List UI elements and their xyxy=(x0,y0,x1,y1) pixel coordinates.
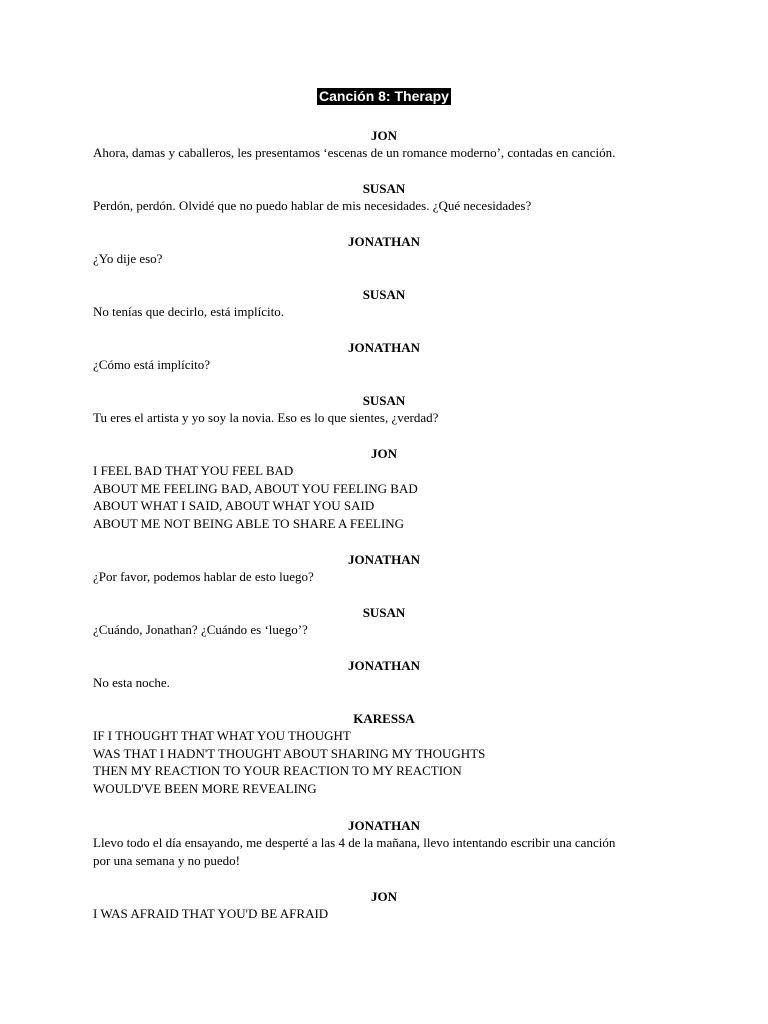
speaker-name: JONATHAN xyxy=(348,818,420,833)
dialogue-block xyxy=(93,339,693,374)
dialogue-line: WAS THAT I HADN'T THOUGHT ABOUT SHARING MY THOUGHTS xyxy=(93,745,486,761)
dialogue-block xyxy=(93,180,693,215)
dialogue-line: ¿Cómo está implícito? xyxy=(93,357,210,372)
dialogue-line: ABOUT WHAT I SAID, ABOUT WHAT YOU SAID xyxy=(93,498,375,514)
dialogue-line: I WAS AFRAID THAT YOU'D BE AFRAID xyxy=(93,906,329,921)
speaker-name: JONATHAN xyxy=(348,340,420,355)
speaker-name: KARESSA xyxy=(353,711,415,726)
dialogue-line: I FEEL BAD THAT YOU FEEL BAD xyxy=(93,463,294,478)
dialogue-line: ABOUT ME FEELING BAD, ABOUT YOU FEELING BAD xyxy=(93,480,418,496)
dialogue-line: ¿Cuándo, Jonathan? ¿Cuándo es ‘luego’? xyxy=(93,622,308,637)
speaker-name: JON xyxy=(371,889,397,904)
dialogue-block xyxy=(93,392,693,427)
dialogue-block xyxy=(93,817,693,869)
dialogue-line: No tenías que decirlo, está implícito. xyxy=(93,304,284,319)
dialogue-block xyxy=(93,888,693,923)
dialogue-block xyxy=(93,604,693,639)
speaker-name: JONATHAN xyxy=(348,234,420,249)
speaker-name: JONATHAN xyxy=(348,658,420,673)
speaker-name: SUSAN xyxy=(362,393,406,408)
dialogue-line: ¿Por favor, podemos hablar de esto luego? xyxy=(93,569,314,584)
speaker-name: JONATHAN xyxy=(348,552,420,567)
dialogue-block xyxy=(93,551,693,586)
dialogue-line: WOULD'VE BEEN MORE REVEALING xyxy=(93,780,317,796)
dialogue-block xyxy=(93,710,693,797)
speaker-name: JON xyxy=(371,446,397,461)
dialogue-block xyxy=(93,286,693,321)
dialogue-block xyxy=(93,445,693,532)
dialogue-block xyxy=(93,127,693,162)
dialogue-line: Tu eres el artista y yo soy la novia. Eso es lo que sientes, ¿verdad? xyxy=(93,410,439,425)
dialogue-line: Ahora, damas y caballeros, les presentamos ‘escenas de un romance moderno’, contadas en canción. xyxy=(93,145,616,160)
dialogue-line: ABOUT ME NOT BEING ABLE TO SHARE A FEELING xyxy=(93,515,405,531)
speaker-name: SUSAN xyxy=(362,287,406,302)
dialogue-block xyxy=(93,233,693,268)
dialogue-line: Perdón, perdón. Olvidé que no puedo hablar de mis necesidades. ¿Qué necesidades? xyxy=(93,198,532,213)
dialogue-line: IF I THOUGHT THAT WHAT YOU THOUGHT xyxy=(93,728,351,743)
speaker-name: SUSAN xyxy=(362,605,406,620)
dialogue-block xyxy=(93,657,693,692)
dialogue-line: Llevo todo el día ensayando, me desperté a las 4 de la mañana, llevo intentando escribir una canción xyxy=(93,835,616,850)
speaker-name: JON xyxy=(371,128,397,143)
song-title: Canción 8: Therapy xyxy=(319,88,449,104)
dialogue-line: No esta noche. xyxy=(93,675,170,690)
title-wrapper xyxy=(0,88,768,106)
dialogue-line: ¿Yo dije eso? xyxy=(93,251,163,266)
dialogue-line: por una semana y no puedo! xyxy=(93,852,240,868)
speaker-name: SUSAN xyxy=(362,181,406,196)
dialogue-line: THEN MY REACTION TO YOUR REACTION TO MY REACTION xyxy=(93,763,462,779)
